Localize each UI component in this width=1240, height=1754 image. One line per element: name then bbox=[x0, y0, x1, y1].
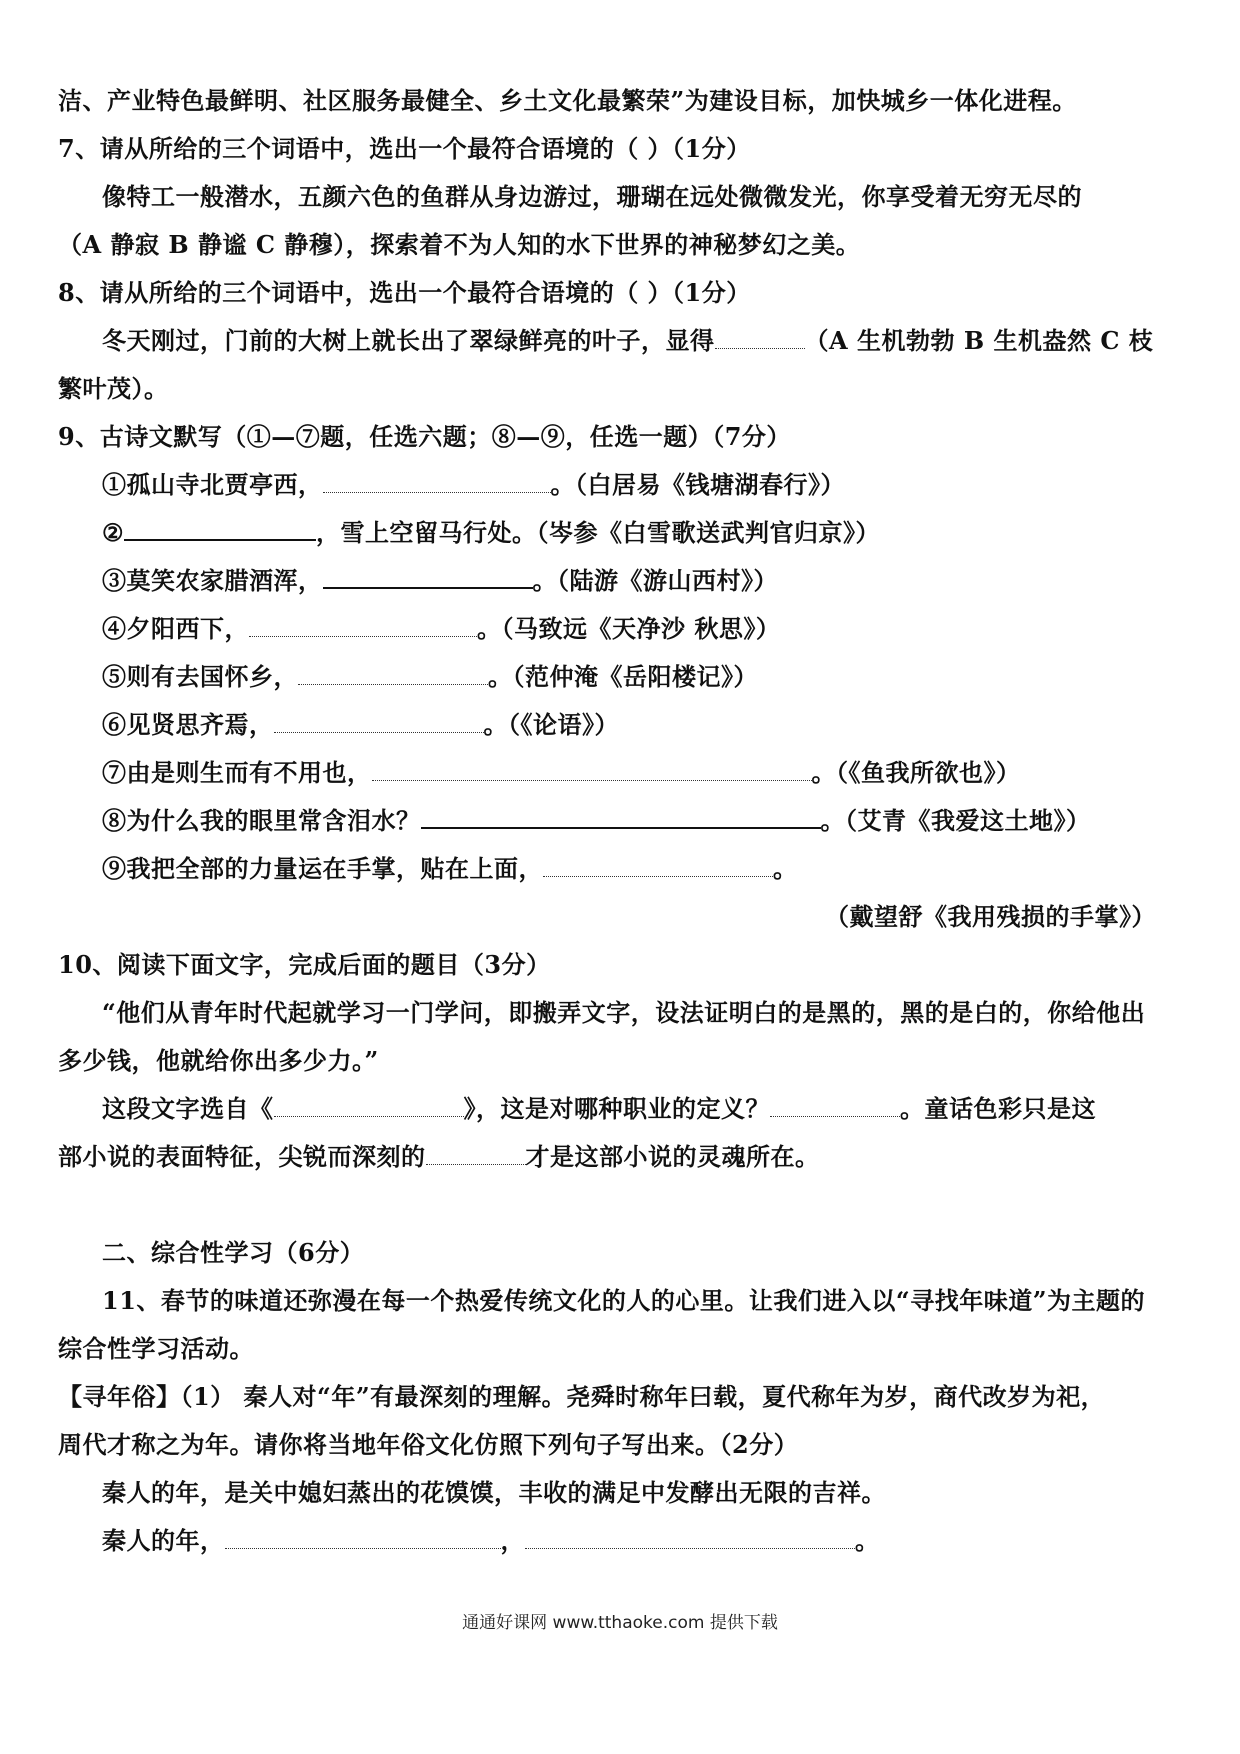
poem-item-2 bbox=[58, 516, 1188, 550]
question-8: 8、请从所给的三个词语中，选出一个最符合语境的（ ）（1分） bbox=[58, 278, 751, 307]
question-10: 10、阅读下面文字，完成后面的题目（3分） bbox=[58, 950, 551, 979]
answer-blank[interactable] bbox=[274, 1094, 464, 1117]
question-10-quote: “他们从青年时代起就学习一门学问，即搬弄文字，设法证明白的是黑的，黑的是白的，你给他出 bbox=[102, 998, 1146, 1027]
answer-blank[interactable] bbox=[426, 1142, 526, 1165]
text-segment: 。（《鱼我所欲也》） bbox=[811, 758, 1021, 787]
text-segment: ，雪上空留马行处。（岑参《白雪歌送武判官归京》） bbox=[316, 518, 881, 547]
exam-page bbox=[58, 84, 1188, 1572]
text-segment: ② bbox=[102, 518, 125, 547]
poem-item-6 bbox=[58, 708, 1188, 742]
text-segment: 。 bbox=[773, 854, 798, 883]
poem-item-9-source: （戴望舒《我用残损的手掌》） bbox=[825, 902, 1156, 931]
question-9: 9、古诗文默写（①—⑦题，任选六题；⑧—⑨，任选一题）（7分） bbox=[58, 422, 791, 451]
answer-blank[interactable] bbox=[372, 758, 812, 781]
question-10-task-end bbox=[58, 1140, 1188, 1174]
question-11: 11、春节的味道还弥漫在每一个热爱传统文化的人的心里。让我们进入以“寻找年味道”为主题的 bbox=[102, 1286, 1146, 1315]
poem-item-9 bbox=[58, 852, 1188, 886]
text-segment: ⑧为什么我的眼里常含泪水？ bbox=[102, 806, 421, 835]
question-10-task bbox=[58, 1092, 1188, 1126]
answer-blank[interactable] bbox=[225, 1526, 501, 1549]
question-10-quote-end: 多少钱，他就给你出多少力。” bbox=[58, 1046, 379, 1075]
poem-item-7 bbox=[58, 756, 1188, 790]
text-line: 洁、产业特色最鲜明、社区服务最健全、乡土文化最繁荣”为建设目标，加快城乡一体化进程。 bbox=[58, 86, 1077, 115]
poem-item-8 bbox=[58, 804, 1188, 838]
answer-blank[interactable] bbox=[543, 854, 773, 877]
question-7-options: （A 静寂 B 静谧 C 静穆），探索着不为人知的水下世界的神秘梦幻之美。 bbox=[58, 230, 861, 259]
text-segment: （A 生机勃勃 B 生机盎然 C 枝 bbox=[804, 326, 1154, 355]
text-segment: 才是这部小说的灵魂所在。 bbox=[525, 1142, 820, 1171]
answer-blank[interactable] bbox=[298, 662, 488, 685]
answer-blank[interactable] bbox=[274, 710, 484, 733]
text-segment: ④夕阳西下， bbox=[102, 614, 249, 643]
answer-blank[interactable] bbox=[249, 614, 477, 637]
question-7-passage: 像特工一般潜水，五颜六色的鱼群从身边游过，珊瑚在远处微微发光，你享受着无穷无尽的 bbox=[102, 182, 1082, 211]
text-segment: 。（马致远《天净沙 秋思》） bbox=[477, 614, 781, 643]
text-segment: ⑤则有去国怀乡， bbox=[102, 662, 298, 691]
answer-blank[interactable] bbox=[124, 517, 316, 541]
text-segment: 部小说的表面特征，尖锐而深刻的 bbox=[58, 1142, 426, 1171]
answer-blank[interactable] bbox=[715, 326, 805, 349]
question-7: 7、请从所给的三个词语中，选出一个最符合语境的（ ）（1分） bbox=[58, 134, 751, 163]
answer-blank[interactable] bbox=[323, 470, 551, 493]
answer-blank[interactable] bbox=[323, 565, 533, 589]
text-segment: 秦人的年， bbox=[102, 1526, 225, 1555]
question-8-options: 繁叶茂）。 bbox=[58, 374, 169, 403]
poem-item-5 bbox=[58, 660, 1188, 694]
text-segment: 。童话色彩只是这 bbox=[900, 1094, 1096, 1123]
answer-blank[interactable] bbox=[770, 1094, 900, 1117]
text-segment: 》，这是对哪种职业的定义？ bbox=[463, 1094, 770, 1123]
text-segment: ①孤山寺北贾亭西， bbox=[102, 470, 323, 499]
page-footer: 通通好课网 www.tthaoke.com 提供下载 bbox=[462, 1613, 778, 1633]
poem-item-4 bbox=[58, 612, 1188, 646]
text-segment: ⑨我把全部的力量运在手掌，贴在上面， bbox=[102, 854, 543, 883]
text-segment: 这段文字选自《 bbox=[102, 1094, 274, 1123]
answer-blank[interactable] bbox=[421, 805, 821, 829]
question-11-cont: 综合性学习活动。 bbox=[58, 1334, 254, 1363]
spacer bbox=[58, 1188, 1188, 1236]
text-segment: ⑦由是则生而有不用也， bbox=[102, 758, 372, 787]
text-segment: 。（白居易《钱塘湖春行》） bbox=[550, 470, 845, 499]
answer-blank[interactable] bbox=[525, 1526, 855, 1549]
question-11-1: 【寻年俗】（1） 秦人对“年”有最深刻的理解。尧舜时称年曰载，夏代称年为岁，商代改岁为祀， bbox=[58, 1382, 1106, 1411]
text-segment: ， bbox=[500, 1526, 525, 1555]
text-segment: 冬天刚过，门前的大树上就长出了翠绿鲜亮的叶子，显得 bbox=[102, 326, 715, 355]
poem-item-1 bbox=[58, 468, 1188, 502]
section-2-title: 二、综合性学习（6分） bbox=[102, 1238, 365, 1267]
text-segment: 。（范仲淹《岳阳楼记》） bbox=[488, 662, 758, 691]
poem-item-3 bbox=[58, 564, 1188, 598]
example-sentence: 秦人的年，是关中媳妇蒸出的花馍馍，丰收的满足中发酵出无限的吉祥。 bbox=[102, 1478, 886, 1507]
text-segment: 。（艾青《我爱这土地》） bbox=[820, 806, 1091, 835]
text-segment: ③莫笑农家腊酒浑， bbox=[102, 566, 323, 595]
text-segment: 。（陆游《游山西村》） bbox=[532, 566, 778, 595]
question-8-passage bbox=[58, 324, 1188, 358]
question-11-1-cont: 周代才称之为年。请你将当地年俗文化仿照下列句子写出来。（2分） bbox=[58, 1430, 799, 1459]
text-segment: 。（《论语》） bbox=[483, 710, 619, 739]
text-segment: 。 bbox=[855, 1526, 880, 1555]
answer-sentence bbox=[58, 1524, 1188, 1558]
text-segment: ⑥见贤思齐焉， bbox=[102, 710, 274, 739]
